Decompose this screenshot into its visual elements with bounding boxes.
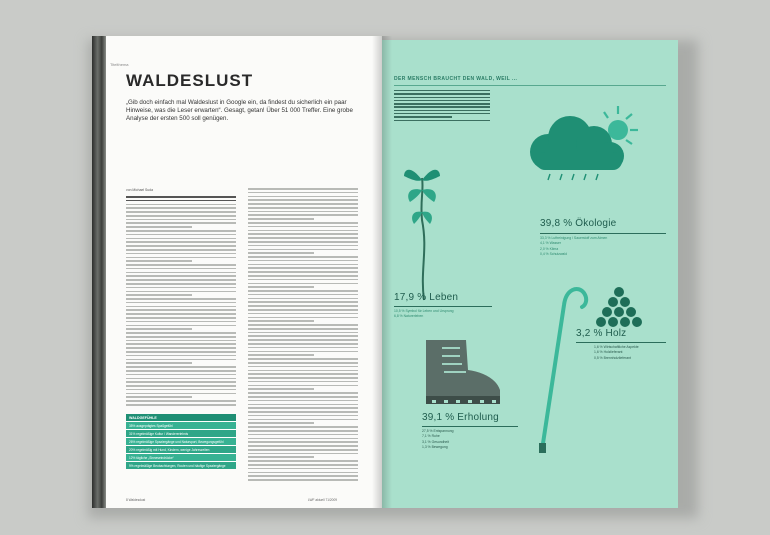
text-line [248,188,358,190]
text-line [126,351,236,353]
text-line [126,343,236,345]
text-line [248,388,314,390]
text-column-2 [248,188,358,483]
text-line [248,286,314,288]
text-line [248,294,358,296]
intro-text [394,90,490,123]
text-line [126,215,236,217]
text-line [248,426,358,428]
box-row: 31% regelmäßige Kultur / Wandererlebnis [126,430,236,437]
text-line [248,252,314,254]
detail-line: 3,1 % Gesundheit [422,439,449,444]
text-line [394,110,490,111]
text-line [248,464,358,466]
text-line [126,275,236,277]
text-line [126,238,236,240]
text-line [248,279,358,281]
text-line [126,200,236,202]
text-line [248,260,358,262]
text-line [248,328,358,330]
spine-gutter [372,36,392,508]
stat-erholung: 39,1 % Erholung [422,412,499,423]
text-line [248,249,358,251]
text-line [126,196,236,198]
text-line [394,97,490,98]
detail-line: 1,6 % Wirtschaftliche Aspekte [594,345,639,349]
text-line [126,340,236,342]
section-kicker: Titelthema [110,62,129,67]
author-byline: von Michael Suda [126,188,153,192]
cloud-sun-icon [522,100,642,180]
text-line [126,241,236,243]
text-line [394,103,490,104]
detail-line: 1,3 % Bewegung [422,445,448,450]
text-line [248,222,358,224]
detail-line: 1,6 % Holzlieferant [594,350,623,355]
text-line [126,389,236,391]
text-line [126,230,236,232]
text-line [248,233,358,235]
text-line [126,272,236,274]
text-line [126,253,236,255]
text-line [126,211,236,213]
text-line [248,468,358,470]
waldgefuehle-box [126,414,236,469]
box-title: WALDGEFÜHLE [126,414,236,421]
text-line [248,438,358,440]
detail-line: 27,5 % Entspannung [422,429,454,433]
text-line [248,313,358,315]
text-line [126,325,236,327]
stat-leben: 17,9 % Leben [394,292,459,303]
text-line [248,301,358,303]
forest-photo-strip [92,36,106,508]
text-line [394,120,490,121]
page-footer-left: 8 Waldesdust [126,498,146,502]
article-title: WALDESLUST [126,71,254,90]
text-line [248,475,358,477]
oekologie-details [540,236,607,258]
text-line [394,116,452,117]
text-line [126,260,192,262]
leben-details [394,309,454,320]
text-line [248,264,358,266]
text-line [248,298,358,300]
text-line [248,351,358,353]
text-line [126,306,236,308]
text-line [248,373,358,375]
text-line [248,320,314,322]
text-line [126,298,236,300]
text-line [248,199,358,201]
box-row: 20% regelmäßig mit Hund, Kindern, wenige Jahreszeiten [126,446,236,453]
text-line [394,90,490,91]
holz-details [594,345,639,361]
text-line [126,294,192,296]
text-line [248,479,358,481]
text-line [126,279,236,281]
text-line [248,434,358,436]
text-line [248,267,358,269]
text-line [248,275,358,277]
text-line [248,324,358,326]
text-line [248,449,358,451]
text-line [248,241,358,243]
text-line [248,196,358,198]
text-line [248,358,358,360]
text-line [126,268,236,270]
text-line [126,309,236,311]
text-line [248,226,358,228]
text-line [126,287,236,289]
left-page [92,36,382,508]
text-line [126,366,236,368]
text-line [248,218,314,220]
text-line [248,192,358,194]
text-line [248,392,358,394]
text-line [126,257,236,259]
text-line [248,366,358,368]
text-line [126,226,192,228]
text-line [126,400,236,402]
text-line [126,355,236,357]
text-line [248,419,358,421]
detail-line: 6,8 % Naturerleben [394,314,424,319]
text-line [248,354,314,356]
text-line [248,453,358,455]
text-line [248,335,358,337]
text-line [248,339,358,341]
text-line [248,445,358,447]
box-row: 35% ausgeprägtes Spaßgefühl [126,422,236,429]
text-line [248,415,358,417]
detail-line: 7,1 % Ruhe [422,434,440,439]
text-line [248,422,314,424]
erholung-rule [422,426,518,427]
text-line [248,245,358,247]
detail-line: 0,5 % Brennholzlieferant [594,355,631,360]
text-line [248,407,358,409]
box-row: 9% regelmäßige Beobachtungen, Routen und häufige Spaziergänge [126,462,236,469]
text-line [248,456,314,458]
text-line [248,207,358,209]
holz-rule [576,342,666,343]
leben-rule [394,306,492,307]
detail-line: 4,1 % Wasser [540,241,561,246]
text-line [126,385,236,387]
text-line [248,256,358,258]
text-line [126,249,236,251]
stat-oekologie: 39,8 % Ökologie [540,218,617,229]
text-line [126,245,236,247]
text-line [394,106,490,107]
text-line [126,291,236,293]
text-line [248,214,358,216]
text-line [126,362,192,364]
text-column-1 [126,196,236,408]
text-line [248,237,358,239]
detail-line: 2,0 % Klima [540,246,559,251]
text-line [126,313,236,315]
text-line [248,385,358,387]
text-line [126,359,236,361]
text-line [126,381,236,383]
walking-stick-icon [532,275,592,455]
text-line [248,211,358,213]
text-line [126,219,236,221]
text-line [394,100,490,101]
text-line [248,309,358,311]
text-line [126,222,236,224]
text-line [126,328,192,330]
text-line [126,332,236,334]
hiking-boot-icon [422,334,502,406]
text-line [248,305,358,307]
text-line [126,302,236,304]
text-line [248,396,358,398]
text-line [248,441,358,443]
text-line [126,317,236,319]
sprout-icon [402,160,442,300]
detail-line: 33,3 % Luftreinigung / Sauerstoff zum Atmen [540,236,608,240]
detail-line: 10,5 % Symbol für Leben und Ursprung [394,309,454,313]
right-page [382,40,678,508]
text-line [248,317,358,319]
text-line [248,411,358,413]
text-line [248,290,358,292]
text-line [248,472,358,474]
text-line [248,283,358,285]
text-line [126,234,236,236]
page-footer-right: LWF aktuell 71/2009 [308,498,337,502]
text-line [126,264,236,266]
text-line [248,381,358,383]
text-line [248,362,358,364]
text-line [248,370,358,372]
infographic-heading: DER MENSCH BRAUCHT DEN WALD, WEIL ... [394,76,518,82]
text-line [126,207,236,209]
text-line [126,321,236,323]
stat-holz: 3,2 % Holz [576,328,627,339]
box-row: 26% regelmäßige Spaziergänge und Natursport, Bewegungsgefühl [126,438,236,445]
text-line [394,93,490,94]
text-line [248,203,358,205]
text-line [126,336,236,338]
box-rows [126,422,236,469]
text-line [126,204,236,206]
text-line [248,460,358,462]
text-line [126,404,236,406]
box-row: 12% tägliche „Sinneseindrücke“ [126,454,236,461]
text-line [126,283,236,285]
text-line [126,347,236,349]
text-line [126,374,236,376]
text-line [248,430,358,432]
text-line [126,396,192,398]
text-line [248,377,358,379]
text-line [126,370,236,372]
text-line [248,400,358,402]
text-line [248,271,358,273]
text-line [248,347,358,349]
text-line [248,404,358,406]
oekologie-rule [540,233,666,234]
text-line [126,393,236,395]
text-line [248,230,358,232]
detail-line: 0,4 % Schutzwald [540,252,567,257]
text-line [248,343,358,345]
text-line [126,378,236,380]
article-lead: „Gib doch einfach mal Waldeslust in Google ein, da findest du sicherlich ein paar Hinweise, was die Leser erwarten“. Gesagt, getan! Über 51 000 Treffer. Eine grobe Analyse der ersten 500 soll genügen. [126,99,353,122]
log-pile-icon [594,286,644,326]
text-line [248,332,358,334]
heading-rule [394,85,666,86]
text-line [394,113,490,114]
erholung-details [422,429,453,451]
